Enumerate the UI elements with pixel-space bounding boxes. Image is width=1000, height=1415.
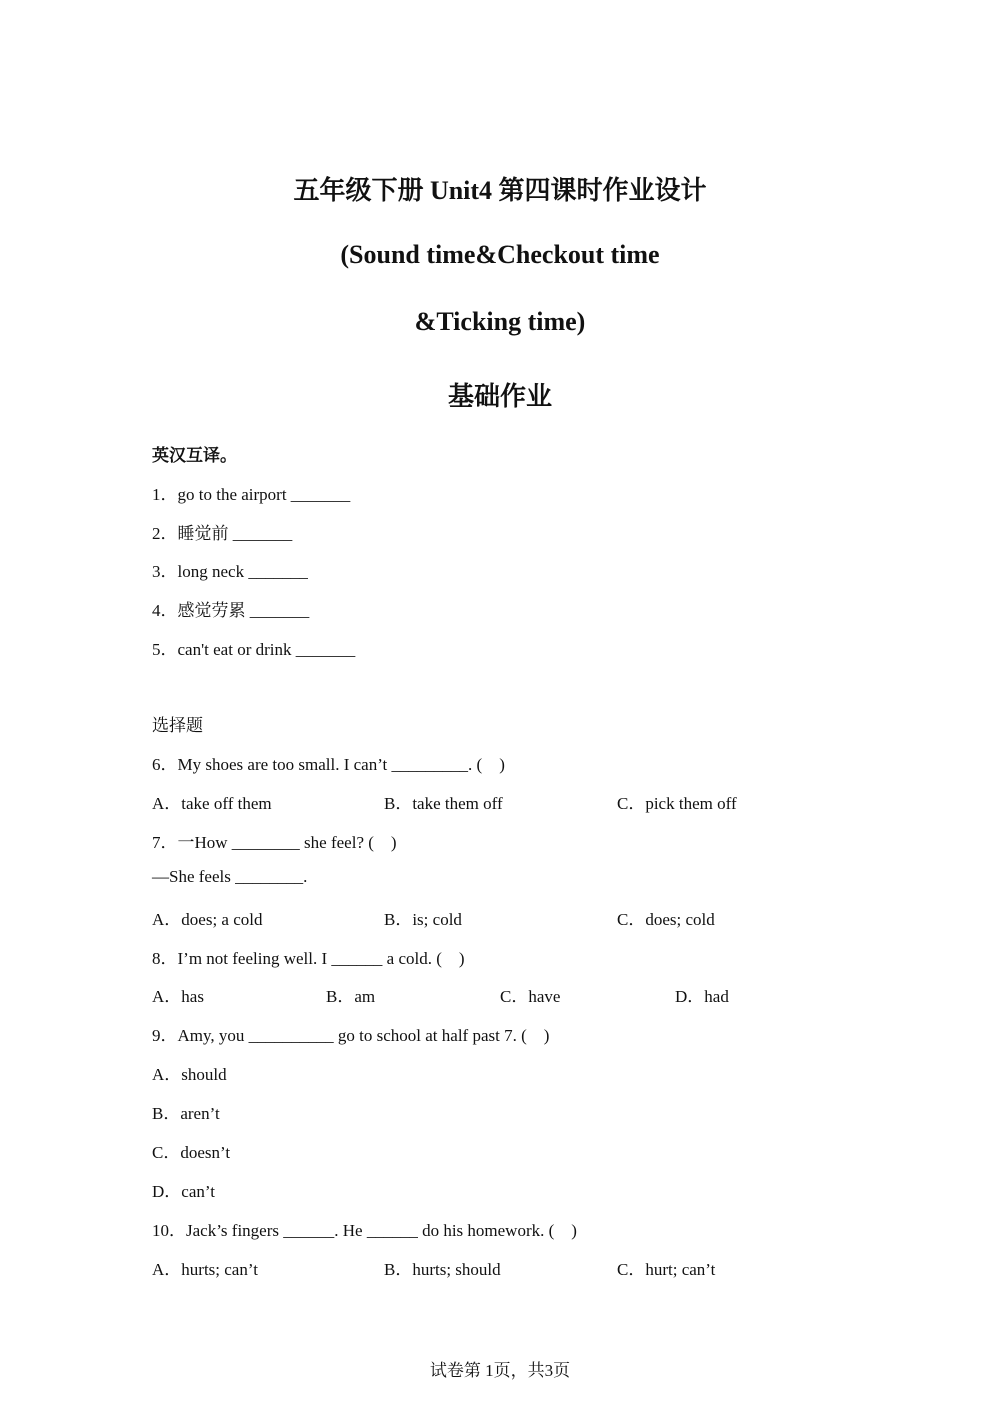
q8-option-c: C．have [500, 987, 561, 1006]
q8-option-a: A．has [152, 987, 204, 1006]
q9-option-d: D．can’t [152, 1182, 215, 1201]
question-7: 7．一How ________ she feel? ( ) [152, 833, 397, 852]
q7-option-c: C．does; cold [617, 910, 715, 929]
title-line-2: (Sound time&Checkout time [340, 240, 660, 269]
list-item: 5．can't eat or drink _______ [152, 640, 356, 659]
question-6: 6．My shoes are too small. I can’t _________. ( ) [152, 755, 505, 774]
page-footer: 试卷第 1页，共3页 [429, 1361, 571, 1380]
q9-option-c: C．doesn’t [152, 1143, 231, 1162]
q6-option-c: C．pick them off [617, 794, 737, 813]
q8-option-d: D．had [675, 987, 729, 1006]
title-line-3: &Ticking time) [414, 307, 586, 336]
question-7-line-2: —She feels ________. [152, 867, 308, 886]
list-item: 1．go to the airport _______ [152, 485, 351, 504]
title-line-1: 五年级下册 Unit4 第四课时作业设计 [293, 176, 707, 205]
q8-option-b: B．am [326, 987, 376, 1006]
list-item: 4．感觉劳累 _______ [152, 601, 310, 620]
question-8: 8．I’m not feeling well. I ______ a cold. ( ) [152, 949, 465, 968]
section1-heading: 英汉互译。 [152, 446, 237, 465]
question-9: 9．Amy, you __________ go to school at half past 7. ( ) [152, 1026, 550, 1045]
q7-option-a: A．does; a cold [152, 910, 263, 929]
question-10: 10．Jack’s fingers ______. He ______ do his homework. ( ) [152, 1221, 577, 1240]
q9-option-a: A．should [152, 1065, 227, 1084]
section2-heading: 选择题 [152, 716, 203, 735]
q7-option-b: B．is; cold [384, 910, 462, 929]
q10-option-b: B．hurts; should [384, 1260, 501, 1279]
subtitle: 基础作业 [447, 382, 552, 411]
q6-option-a: A．take off them [152, 794, 272, 813]
q10-option-a: A．hurts; can’t [152, 1260, 258, 1279]
list-item: 2．睡觉前 _______ [152, 524, 293, 543]
q10-option-c: C．hurt; can’t [617, 1260, 716, 1279]
list-item: 3．long neck _______ [152, 562, 308, 581]
q6-option-b: B．take them off [384, 794, 503, 813]
q9-option-b: B．aren’t [152, 1104, 220, 1123]
